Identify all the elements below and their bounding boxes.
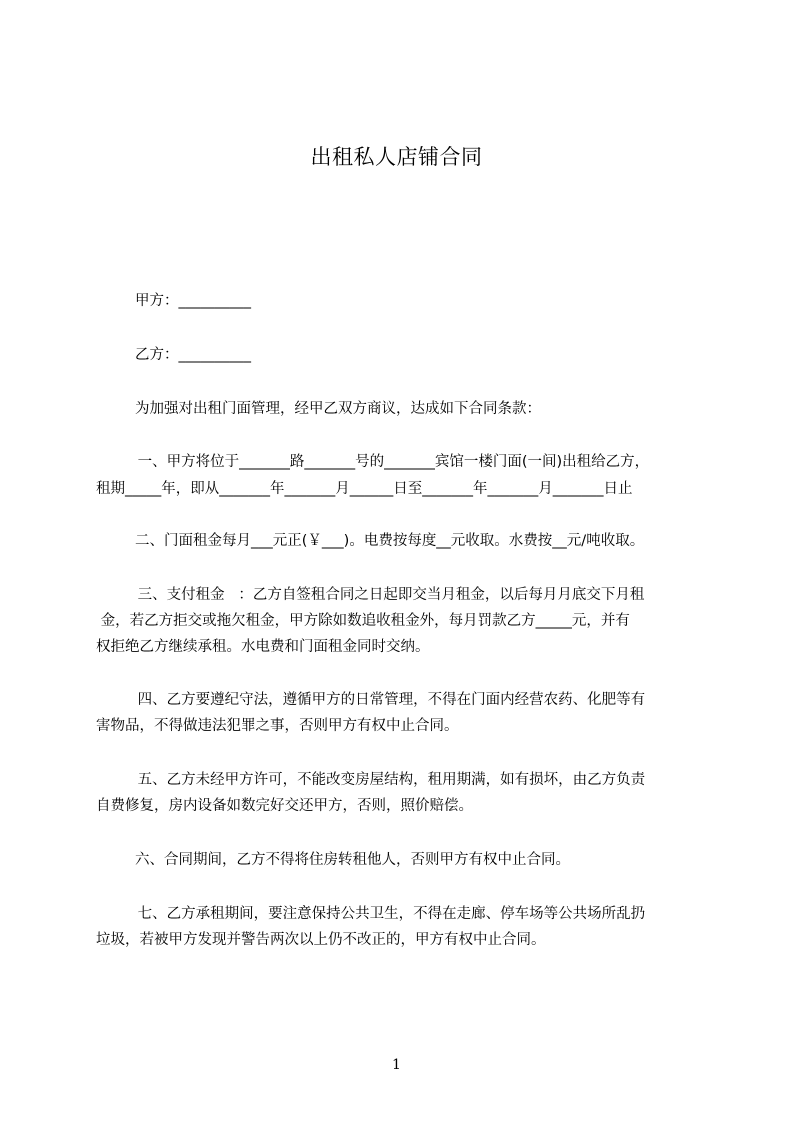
party-a-line: 甲方：__________ — [135, 293, 251, 309]
document-title: 出租私人店铺合同 — [310, 145, 483, 169]
clause-1-line-1: 一、甲方将位于_______路_______号的_______宾馆一楼门面(一间)出租给乙方， — [133, 454, 650, 470]
clause-5-line-1: 五、乙方未经甲方许可，不能改变房屋结构，租用期满，如有损坏，由乙方负责 — [133, 772, 646, 788]
clause-5-line-2: 自费修复，房内设备如数完好交还甲方，否则，照价赔偿。 — [96, 798, 473, 814]
clause-6-line-1: 六、合同期间，乙方不得将住房转租他人，否则甲方有权中止合同。 — [135, 852, 570, 868]
clause-7-line-1: 七、乙方承租期间，要注意保持公共卫生，不得在走廊、停车场等公共场所乱扔 — [133, 906, 646, 922]
clause-3-line-3: 权拒绝乙方继续承租。水电费和门面租金同时交纳。 — [96, 639, 430, 655]
clause-3-line-1: 三、支付租金 ：乙方自签租合同之日起即交当月租金，以后每月月底交下月租 — [133, 587, 645, 603]
clause-7-line-2: 垃圾，若被甲方发现并警告两次以上仍不改正的，甲方有权中止合同。 — [96, 932, 546, 948]
page-number: 1 — [392, 1057, 401, 1073]
clause-4-line-2: 害物品，不得做违法犯罪之事，否则甲方有权中止合同。 — [96, 718, 459, 734]
clause-3-line-2: 金，若乙方拒交或拖欠租金，甲方除如数追收租金外，每月罚款乙方_____元，并有 — [96, 613, 630, 629]
clause-2-line-1: 二、门面租金每月___元正(￥___)。电费按每度__元收取。水费按__元/吨收取。 — [135, 533, 645, 549]
party-b-line: 乙方：__________ — [135, 347, 251, 363]
clause-4-line-1: 四、乙方要遵纪守法，遵循甲方的日常管理，不得在门面内经营农药、化肥等有 — [133, 692, 646, 708]
intro-paragraph: 为加强对出租门面管理，经甲乙双方商议，达成如下合同条款： — [135, 401, 541, 417]
clause-1-line-2: 租期_____年，即从_______年_______月______日至_______年_______月_______日止 — [96, 481, 633, 497]
